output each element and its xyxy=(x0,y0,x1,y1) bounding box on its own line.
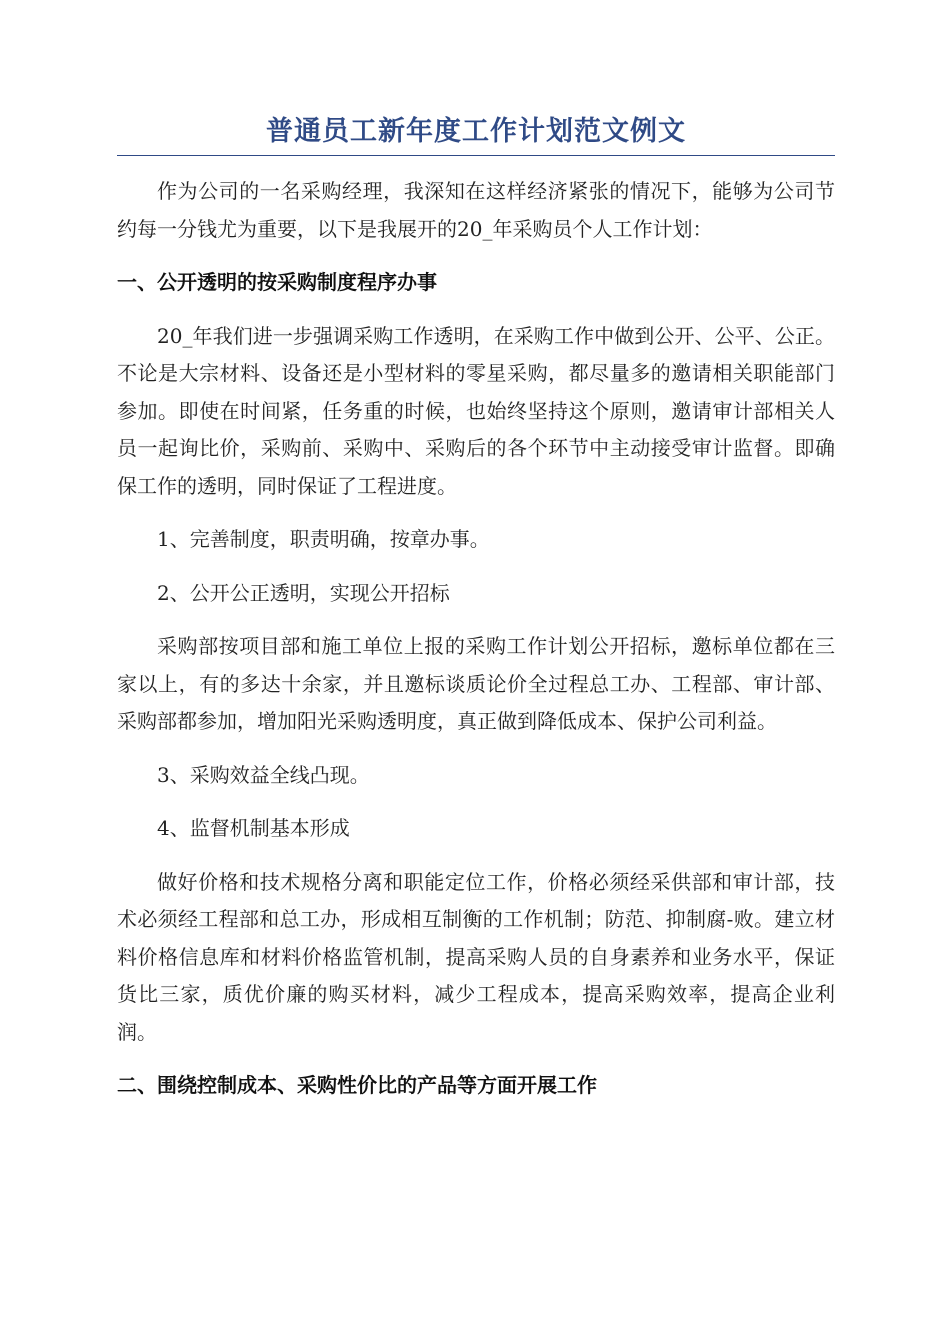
document-title: 普通员工新年度工作计划范文例文 xyxy=(266,116,686,147)
intro-paragraph: 作为公司的一名采购经理，我深知在这样经济紧张的情况下，能够为公司节约每一分钱尤为重要，以下是我展开的20_年采购员个人工作计划： xyxy=(117,179,835,241)
section-1-item-3: 3、采购效益全线凸现。 xyxy=(157,762,370,787)
section-1-heading: 一、公开透明的按采购制度程序办事 xyxy=(117,270,437,294)
section-2-heading: 二、围绕控制成本、采购性价比的产品等方面开展工作 xyxy=(117,1073,597,1097)
section-1-item-1: 1、完善制度，职责明确，按章办事。 xyxy=(157,527,490,551)
section-1-item-2: 2、公开公正透明，实现公开招标 xyxy=(157,580,450,605)
title-underline xyxy=(117,155,835,156)
section-1-item-4: 4、监督机制基本形成 xyxy=(157,816,350,840)
section-1-paragraph-3: 做好价格和技术规格分离和职能定位工作，价格必须经采供部和审计部，技术必须经工程部和总工办，形成相互制衡的工作机制；防范、抑制腐-败。建立材料价格信息库和材料价格监管机制，提高采购人员的自身素养和业务水平，保证货比三家，质优价廉的购买材料，减少工程成本，提高采购效率，提高企业利润。 xyxy=(117,869,835,1044)
section-1-paragraph-2: 采购部按项目部和施工单位上报的采购工作计划公开招标，邀标单位都在三家以上，有的多达十余家，并且邀标谈质论价全过程总工办、工程部、审计部、采购部都参加，增加阳光采购透明度，真正做到降低成本、保护公司利益。 xyxy=(117,634,835,733)
section-1-paragraph-1: 20_年我们进一步强调采购工作透明，在采购工作中做到公开、公平、公正。不论是大宗材料、设备还是小型材料的零星采购，都尽量多的邀请相关职能部门参加。即使在时间紧，任务重的时候，也始终坚持这个原则，邀请审计部相关人员一起询比价，采购前、采购中、采购后的各个环节中主动接受审计监督。即确保工作的透明，同时保证了工程进度。 xyxy=(117,323,835,498)
document-body xyxy=(117,173,835,1121)
